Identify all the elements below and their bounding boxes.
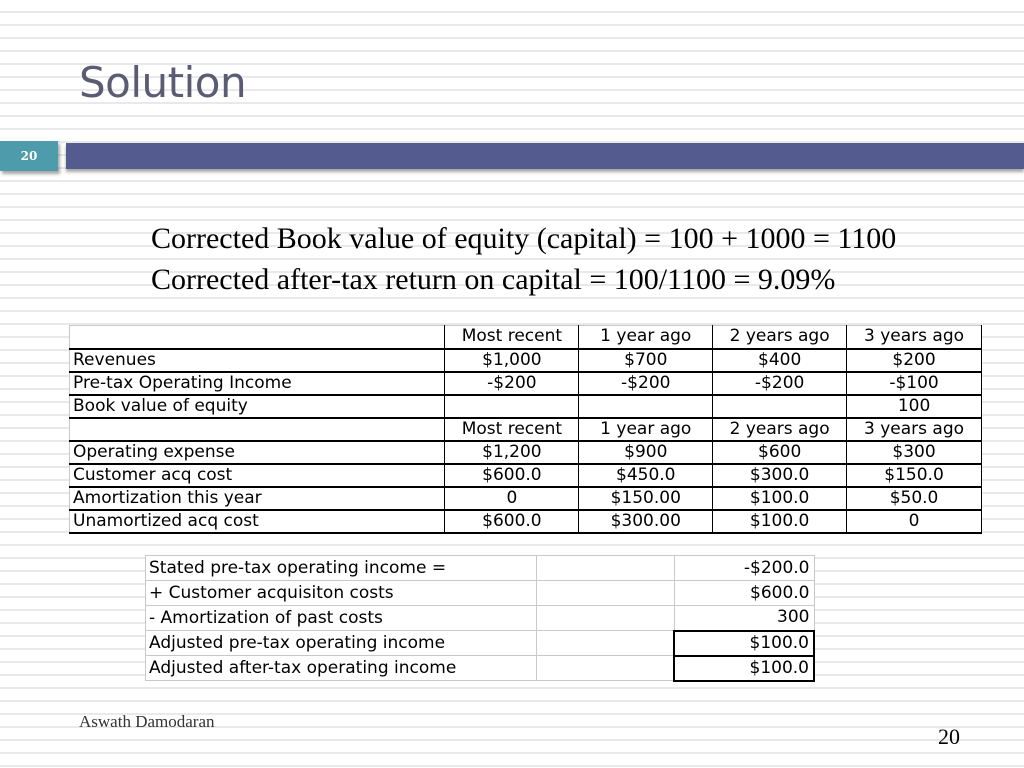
table-row xyxy=(146,631,815,656)
table-row xyxy=(70,464,982,487)
row-label: Adjusted after-tax operating income xyxy=(146,656,537,681)
table-row xyxy=(70,418,982,441)
table-cell: 2 years ago xyxy=(713,418,847,441)
return-on-capital-formula: Corrected after-tax return on capital = 100/1100 = 9.09% xyxy=(151,263,836,296)
row-label: Pre-tax Operating Income xyxy=(70,372,445,395)
table-cell: 100 xyxy=(847,395,982,418)
table-cell: -$200 xyxy=(579,372,713,395)
table-cell: 1 year ago xyxy=(579,326,713,349)
table-cell: $50.0 xyxy=(847,487,982,510)
table-cell: $600 xyxy=(713,441,847,464)
row-label: Revenues xyxy=(70,349,445,372)
table-cell: $1,000 xyxy=(445,349,579,372)
table-cell: -$200 xyxy=(445,372,579,395)
table-cell: Most recent xyxy=(445,326,579,349)
adjustment-table xyxy=(145,555,815,682)
table-cell: $900 xyxy=(579,441,713,464)
footer-author: Aswath Damodaran xyxy=(79,712,215,731)
book-value-formula: Corrected Book value of equity (capital) = 100 + 1000 = 1100 xyxy=(151,222,897,255)
data-table xyxy=(69,325,982,534)
table-cell: 300 xyxy=(674,606,814,631)
table-row xyxy=(70,510,982,533)
table-cell: $200 xyxy=(847,349,982,372)
table-cell xyxy=(536,606,674,631)
footer-page-number: 20 xyxy=(938,724,960,749)
row-label: Adjusted pre-tax operating income xyxy=(146,631,537,656)
header-bar xyxy=(66,143,1024,169)
table-cell: $450.0 xyxy=(579,464,713,487)
row-label xyxy=(70,418,445,441)
row-label xyxy=(70,326,445,349)
table-cell: 0 xyxy=(847,510,982,533)
table-cell: $1,200 xyxy=(445,441,579,464)
slide-title: Solution xyxy=(79,58,247,107)
table-cell: 3 years ago xyxy=(847,326,982,349)
table-row xyxy=(70,395,982,418)
row-label: Stated pre-tax operating income = xyxy=(146,556,537,581)
table-cell xyxy=(445,395,579,418)
table-cell: $700 xyxy=(579,349,713,372)
table-cell xyxy=(536,656,674,681)
table-cell: -$200 xyxy=(713,372,847,395)
table-row xyxy=(70,372,982,395)
table-row xyxy=(146,556,815,581)
table-cell xyxy=(579,395,713,418)
slide-number-badge: 20 xyxy=(0,141,58,171)
table-cell xyxy=(536,631,674,656)
table-cell: $600.0 xyxy=(674,581,814,606)
table-cell: $150.00 xyxy=(579,487,713,510)
table-cell xyxy=(713,395,847,418)
row-label: Customer acq cost xyxy=(70,464,445,487)
row-label: + Customer acquisiton costs xyxy=(146,581,537,606)
row-label: Book value of equity xyxy=(70,395,445,418)
table-cell: 3 years ago xyxy=(847,418,982,441)
table-row xyxy=(70,326,982,349)
table-row xyxy=(70,349,982,372)
table-cell: -$200.0 xyxy=(674,556,814,581)
row-label: - Amortization of past costs xyxy=(146,606,537,631)
table-cell: 1 year ago xyxy=(579,418,713,441)
table-cell: $600.0 xyxy=(445,464,579,487)
table-row xyxy=(70,441,982,464)
row-label: Amortization this year xyxy=(70,487,445,510)
table-row xyxy=(70,487,982,510)
table-cell xyxy=(536,581,674,606)
table-cell: $600.0 xyxy=(445,510,579,533)
table-cell: $150.0 xyxy=(847,464,982,487)
row-label: Unamortized acq cost xyxy=(70,510,445,533)
table-cell: 2 years ago xyxy=(713,326,847,349)
table-cell: $100.0 xyxy=(674,656,814,681)
table-cell: $300 xyxy=(847,441,982,464)
table-row xyxy=(146,581,815,606)
table-cell: Most recent xyxy=(445,418,579,441)
table-cell: $400 xyxy=(713,349,847,372)
row-label: Operating expense xyxy=(70,441,445,464)
table-row xyxy=(146,656,815,681)
table-cell: $100.0 xyxy=(713,487,847,510)
table-cell: $100.0 xyxy=(713,510,847,533)
table-cell: $100.0 xyxy=(674,631,814,656)
table-row xyxy=(146,606,815,631)
table-cell xyxy=(536,556,674,581)
table-cell: -$100 xyxy=(847,372,982,395)
table-cell: $300.0 xyxy=(713,464,847,487)
table-cell: 0 xyxy=(445,487,579,510)
table-cell: $300.00 xyxy=(579,510,713,533)
